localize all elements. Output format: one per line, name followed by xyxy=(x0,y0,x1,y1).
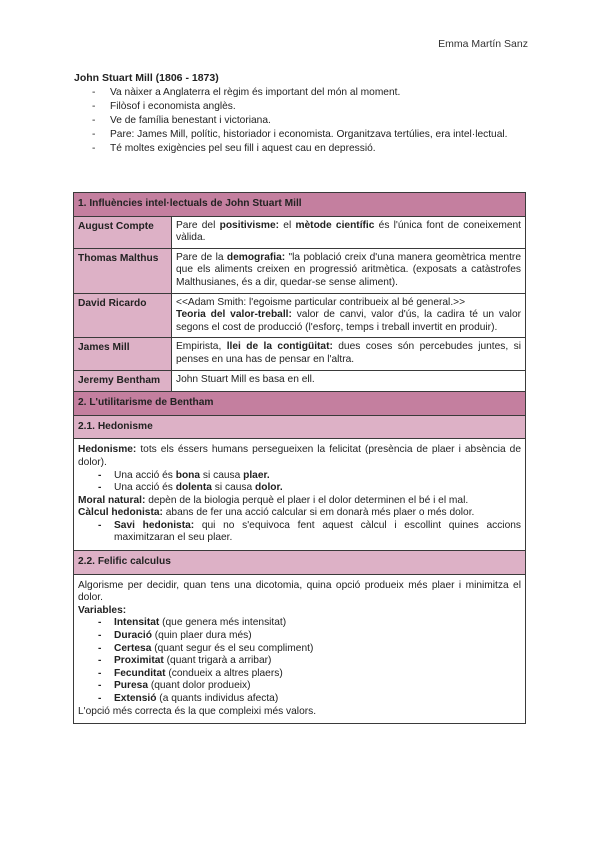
list-item: - Ve de família benestant i victoriana. xyxy=(92,114,526,128)
desc-comte: Pare del positivisme: el mètode científic és l'única font de coneixement vàlida. xyxy=(172,216,526,248)
section-2-2-title: 2.2. Felific calculus xyxy=(74,551,526,575)
intro-title: John Stuart Mill (1806 - 1873) xyxy=(74,72,219,84)
section-2-title: 2. L'utilitarisme de Bentham xyxy=(74,392,526,416)
name-ricardo: David Ricardo xyxy=(74,293,172,338)
intro-section xyxy=(74,72,526,156)
list-item: - Té moltes exigències pel seu fill i aquest cau en depressió. xyxy=(92,142,526,156)
list-item: - Puresa (quant dolor produeix) xyxy=(98,680,521,693)
desc-malthus: Pare de la demografia: "la població creix d'una manera geomètrica mentre que els aliments creixen en progressió aritmètica. (exposats a catàstrofes Malthusianes, és a dir, quedar-se sense aliment). xyxy=(172,248,526,293)
name-bentham: Jeremy Bentham xyxy=(74,370,172,392)
felific-content: Algorisme per decidir, quan tens una dicotomia, quina opció produeix més plaer i minimitza el dolor. Variables: - Intensitat (que genera més intensitat) - Duració (quin plaer dura més) - Certesa (quant segur és el seu compliment) - Proximitat (quant trigarà a arribar) - Fecunditat (condueix a altres plaers) - Puresa (quant dolor produeix) - Extensió (a quants individus afecta) L'opció més correcta és la que compleixi més valors. xyxy=(74,574,526,724)
list-item: - Va nàixer a Anglaterra el règim és important del món al moment. xyxy=(92,86,526,100)
name-malthus: Thomas Malthus xyxy=(74,248,172,293)
table-row xyxy=(74,248,526,293)
desc-ricardo: <<Adam Smith: l'egoisme particular contribueix al bé general.>> Teoria del valor-treball: valor de canvi, valor d'ús, la cadira té un valor segons el cost de producció (l'esforç, temps i treball invertit en produir). xyxy=(172,293,526,338)
list-item: - Pare: James Mill, polític, historiador i economista. Organitzava tertúlies, era intel·lectual. xyxy=(92,128,526,142)
list-item: - Proximitat (quant trigarà a arribar) xyxy=(98,655,521,668)
table-row xyxy=(74,293,526,338)
section-1-title: 1. Influències intel·lectuals de John Stuart Mill xyxy=(74,193,526,217)
list-item: - Una acció és bona si causa plaer. xyxy=(98,470,521,483)
list-item: - Fecunditat (condueix a altres plaers) xyxy=(98,668,521,681)
list-item: - Una acció és dolenta si causa dolor. xyxy=(98,482,521,495)
table-row xyxy=(74,338,526,370)
list-item: - Extensió (a quants individus afecta) xyxy=(98,693,521,706)
table-row xyxy=(74,216,526,248)
desc-jmill: Empirista, llei de la contigüitat: dues coses són percebudes juntes, si penses en una has de pensar en l'altra. xyxy=(172,338,526,370)
desc-bentham: John Stuart Mill es basa en ell. xyxy=(172,370,526,392)
table-row xyxy=(74,370,526,392)
name-jmill: James Mill xyxy=(74,338,172,370)
list-item: - Intensitat (que genera més intensitat) xyxy=(98,617,521,630)
list-item: - Certesa (quant segur és el seu compliment) xyxy=(98,643,521,656)
list-item: - Duració (quin plaer dura més) xyxy=(98,630,521,643)
list-item: - Savi hedonista: qui no s'equivoca fent aquest càlcul i escollint quines accions maximitzaran el seu plaer. xyxy=(98,520,521,545)
intro-list xyxy=(74,86,526,156)
hedonisme-content: Hedonisme: tots els éssers humans persegueixen la felicitat (presència de plaer i absència de dolor). - Una acció és bona si causa plaer. - Una acció és dolenta si causa dolor. Moral natural: depèn de la biologia perquè el plaer i el dolor determinen el bé i el mal. Càlcul hedonista: abans de fer una acció calcular si em donarà més plaer o més dolor. - Savi hedonista: qui no s'equivoca fent aquest càlcul i escollint quines accions maximitzaran el seu plaer. xyxy=(74,439,526,551)
name-comte: August Compte xyxy=(74,216,172,248)
section-2-1-title: 2.1. Hedonisme xyxy=(74,415,526,439)
author-name: Emma Martín Sanz xyxy=(438,38,528,50)
list-item: - Filòsof i economista anglès. xyxy=(92,100,526,114)
summary-table xyxy=(73,192,526,724)
